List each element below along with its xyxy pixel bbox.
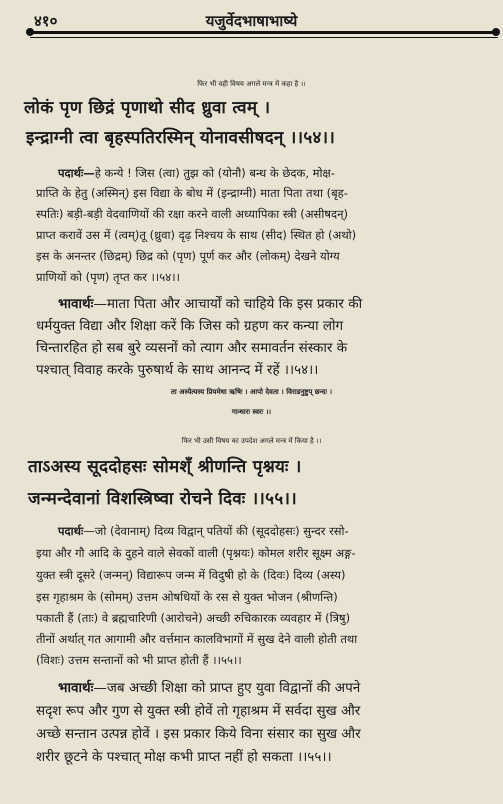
rule-end-ornament-left — [26, 28, 34, 36]
padartha-line: स्पतिः) बड़ी-बड़ी वेदवाणियों की रक्षा करने वाली अध्यापिका स्त्री (असीषदन्) — [36, 207, 348, 221]
mantra-line: ताऽअस्य सूददोहसः सोमश्ँ श्रीणन्ति पृश्नयः । — [28, 457, 302, 477]
page-number: ४१० — [34, 12, 58, 30]
intro-text: फिर भी उसी विषय का उपदेश अगले मन्त्र में किया है ।। — [181, 437, 322, 445]
padartha-line: (विशः) उत्तम सन्तानों को भी प्राप्त होती हैं ।।५५।। — [36, 653, 242, 667]
padartha-line: इया और गौ आदि के दुहने वाले सेवकों वाली (पृश्नयः) कोमल शरीर सूक्ष्म अङ्ग- — [36, 546, 356, 560]
mantra-line: लोकं पृण छिद्रं पृणाथो सीद ध्रुवा त्वम् । — [24, 98, 271, 118]
bhavartha-label: भावार्थः — [58, 296, 94, 312]
bhavartha-line: शरीर छूटने के पश्चात् मोक्ष कभी प्राप्त नहीं हो सकता ।।५५।। — [36, 749, 332, 765]
header-rule — [30, 31, 498, 34]
bhavartha-line: चिन्तारहित हो सब बुरे व्यसनों को त्याग और समावर्तन संस्कार के — [36, 340, 348, 356]
header-rule-thin — [30, 37, 498, 38]
padartha-line: प्राप्ति के हेतु (अस्मिन्) इस विद्या के बोध में (इन्द्राग्नी) माता पिता तथा (बृह- — [36, 186, 348, 200]
padartha-line: प्राणियों को (पृण) तृप्त कर ।।५४।। — [36, 270, 180, 284]
padartha-line — [58, 524, 349, 539]
running-title: यजुर्वेदभाषाभाष्ये — [205, 12, 298, 30]
padartha-text: हे कन्ये ! जिस (त्वा) तुझ को (योनौ) बन्ध के छेदक, मोक्ष- — [94, 166, 335, 180]
rule-end-ornament-right — [492, 28, 500, 36]
bhavartha-label: भावार्थः — [58, 680, 94, 696]
rishi-devata-line: ता अस्येत्यस्य प्रियमेधा ऋषिः । आपो देवता । विराडनुष्टुप् छन्दः । — [170, 388, 333, 396]
padartha-line: पकाती हैं (ताः) वे ब्रह्मचारिणी (आरोचने) अच्छी रुचिकारक व्यवहार में (त्रिषु) — [36, 611, 351, 625]
padartha-line: युक्त स्त्री दूसरे (जन्मन्) विद्यारूप जन्म में विदुषी हो के (दिवः) दिव्य (अस्य) — [36, 568, 346, 582]
intro-text: फिर भी वही विषय अगले मन्त्र में कहा है ।। — [197, 80, 306, 88]
padartha-label: पदार्थः— — [58, 166, 95, 180]
bhavartha-line: सदृश रूप और गुण से युक्त स्त्री होवें तो गृहाश्रम में सर्वदा सुख और — [36, 703, 361, 719]
padartha-line: तीनों अर्थात् गत आगामी और वर्त्तमान कालविभागों में सुख देने वाली होती तथा — [36, 632, 358, 646]
padartha-line: इस गृहाश्रम के (सोमम्) उत्तम ओषधियों के रस से युक्त भोजन (श्रीणन्ति) — [36, 590, 338, 604]
padartha-line — [58, 166, 335, 181]
bhavartha-line — [58, 678, 360, 696]
mantra-line: जन्मन्देवानां विशस्त्रिष्वा रोचने दिवः ।।५५।। — [28, 489, 297, 509]
padartha-label: पदार्थः — [58, 524, 84, 538]
bhavartha-text: —जब अच्छी शिक्षा को प्राप्त हुए युवा विद्वानों की अपने — [93, 680, 361, 696]
padartha-text: —जो (देवानाम्) दिव्य विद्वान् पतियों की (सूददोहसः) सुन्दर रसो- — [83, 524, 349, 538]
padartha-line: प्राप्त करावें उस में (त्वम्)तू (ध्रुवा) दृढ़ निश्चय के साथ (सीद) स्थित हो (अथो) — [36, 228, 357, 242]
padartha-line: इस के अनन्तर (छिद्रम्) छिद्र को (पृण) पूर्ण कर और (लोकम्) देखने योग्य — [36, 249, 340, 263]
bhavartha-line — [58, 294, 362, 312]
bhavartha-line: पश्चात् विवाह करके पुरुषार्थ के साथ आनन्द में रहें ।।५४।। — [36, 362, 319, 378]
mantra-line: इन्द्राग्नी त्वा बृहस्पतिरस्मिन् योनावसीषदन् ।।५४।। — [26, 128, 336, 148]
bhavartha-line: अच्छे सन्तान उत्पन्न होवें । इस प्रकार किये विना संसार का सुख और — [36, 726, 361, 742]
svara-line: गान्धारः स्वरः ।। — [231, 408, 272, 416]
bhavartha-line: धर्मयुक्त विद्या और शिक्षा करें कि जिस को ग्रहण कर कन्या लोग — [36, 318, 344, 334]
bhavartha-text: —माता पिता और आचार्यों को चाहिये कि इस प्रकार की — [93, 296, 363, 312]
